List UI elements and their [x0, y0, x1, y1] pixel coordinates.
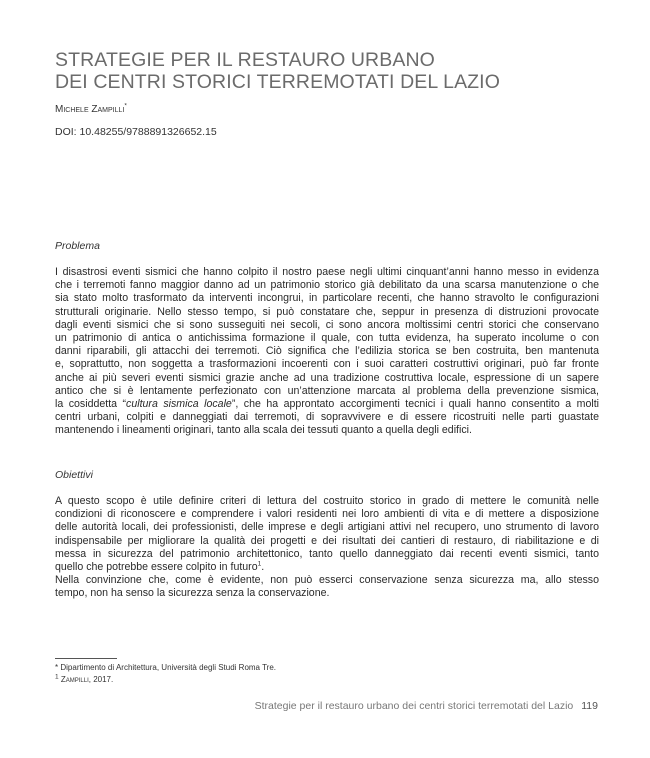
line-text: quello che potrebbe essere colpito in futuro — [55, 561, 258, 574]
paragraph-line: centri urbani, colpiti e danneggiati dai terremoti, di sopravvivere e di essere ricostruiti nelle parti guastate — [55, 411, 599, 424]
paragraph-line: A questo scopo è utile definire criteri di lettura del costruito storico in grado di mettere le comunità nelle — [55, 495, 599, 507]
paragraph-line: indispensabile per migliorare la qualità dei progetti e dei risultati dei cantieri di restauro, di riabilitazione e di — [55, 534, 599, 547]
paragraph-line: anche ai più severi eventi sismici grazie anche ad una tradizione costruttiva locale, espressione di un sapere — [55, 371, 599, 384]
paragraph-line — [55, 561, 599, 574]
paragraph-obiettivi — [55, 495, 599, 601]
paragraph-line: strutturali originarie. Nello stesso tempo, si può constatare che, seppur in presenza di distruzioni provocate — [55, 305, 599, 318]
footnote-1 — [55, 663, 276, 672]
italic-term: cultura sismica locale — [126, 398, 232, 411]
section-heading-problema: Problema — [55, 240, 100, 252]
paragraph-line: messa in sicurezza del patrimonio architettonico, tanto quello danneggiato dai recenti eventi sismici, tanto — [55, 547, 599, 560]
paragraph-line: e, soprattutto, non soggetta a trasformazioni incoerenti con i suoi caratteri costruttivi originari, può far fronte — [55, 358, 599, 371]
author-name — [55, 104, 127, 115]
paragraph-line: mantenendo i lineamenti originari, tanto alla scala dei tessuti quanto a quella degli edifici. — [55, 424, 472, 437]
footnote-text: Dipartimento di Architettura, Università degli Studi Roma Tre. — [60, 663, 277, 672]
line-text: ”, che ha approntato accorgimenti tecnici i quali hanno consentito a molti — [231, 398, 599, 411]
paragraph-line: delle autorità locali, dei professionisti, delle imprese e degli artigiani attivi nel recupero, uno strumento di lavoro — [55, 521, 599, 534]
paragraph-line: Nella convinzione che, come è evidente, non può esserci conservazione senza sicurezza ma, allo stesso — [55, 574, 599, 587]
paragraph-line: antico che si è lentamente perfezionato con un’attenzione marcata al problema della prevenzione sismica, — [55, 384, 599, 397]
footnote-text: , 2017. — [88, 675, 114, 684]
title-line-2: DEI CENTRI STORICI TERREMOTATI DEL LAZIO — [55, 71, 500, 93]
doi: DOI: 10.48255/9788891326652.15 — [55, 126, 217, 138]
paragraph-line: sia stato molto trasformato da interventi incongrui, in particolare recenti, che hanno stravolto le configurazioni — [55, 292, 599, 305]
line-text: la cosiddetta “ — [55, 398, 127, 411]
article-title — [55, 49, 615, 93]
title-line-1: STRATEGIE PER IL RESTAURO URBANO — [55, 49, 435, 71]
paragraph-line: I disastrosi eventi sismici che hanno colpito il nostro paese negli ultimi cinquant’anni hanno messo in evidenza — [55, 266, 599, 278]
author-footnote-mark: * — [124, 102, 127, 110]
paragraph-line: un patrimonio di antica o antichissima formazione il quale, con tutta evidenza, ha superato incolume o con — [55, 332, 599, 345]
footnote-2 — [55, 675, 113, 684]
running-footer-title: Strategie per il restauro urbano dei centri storici terremotati del Lazio — [254, 700, 574, 712]
paragraph-line — [55, 398, 599, 411]
section-heading-obiettivi: Obiettivi — [55, 469, 93, 481]
paragraph-line: danni riparabili, gli attacchi dei terremoti. Ciò significa che l’edilizia storica se ben costruita, ben mantenuta — [55, 345, 599, 358]
footnote-mark: * — [55, 663, 59, 672]
paragraph-line: dagli eventi sismici che si sono susseguiti nei secoli, ci sono ancora moltissimi centri storici che conservano — [55, 318, 599, 331]
paragraph-line: tempo, non ha senso la sicurezza senza la conservazione. — [55, 587, 330, 600]
paragraph-line: condizioni di riconoscere e comprendere i valori residenti nei loro ambienti di vita e di mettere a disposizione — [55, 508, 599, 521]
footnote-ref: 1 — [257, 560, 262, 568]
paragraph-problema — [55, 266, 599, 438]
author-name-text: Michele Zampilli — [55, 104, 125, 115]
footnote-rule — [55, 658, 117, 659]
paragraph-line: che i terremoti fanno maggior danno ad un patrimonio storico già debilitato da una scarsa manutenzione o che — [55, 279, 599, 292]
footnote-author: Zampilli — [60, 675, 89, 684]
line-text: . — [261, 561, 265, 574]
page-number: 119 — [581, 700, 598, 712]
footnote-mark: 1 — [55, 673, 59, 681]
running-footer — [255, 700, 598, 712]
